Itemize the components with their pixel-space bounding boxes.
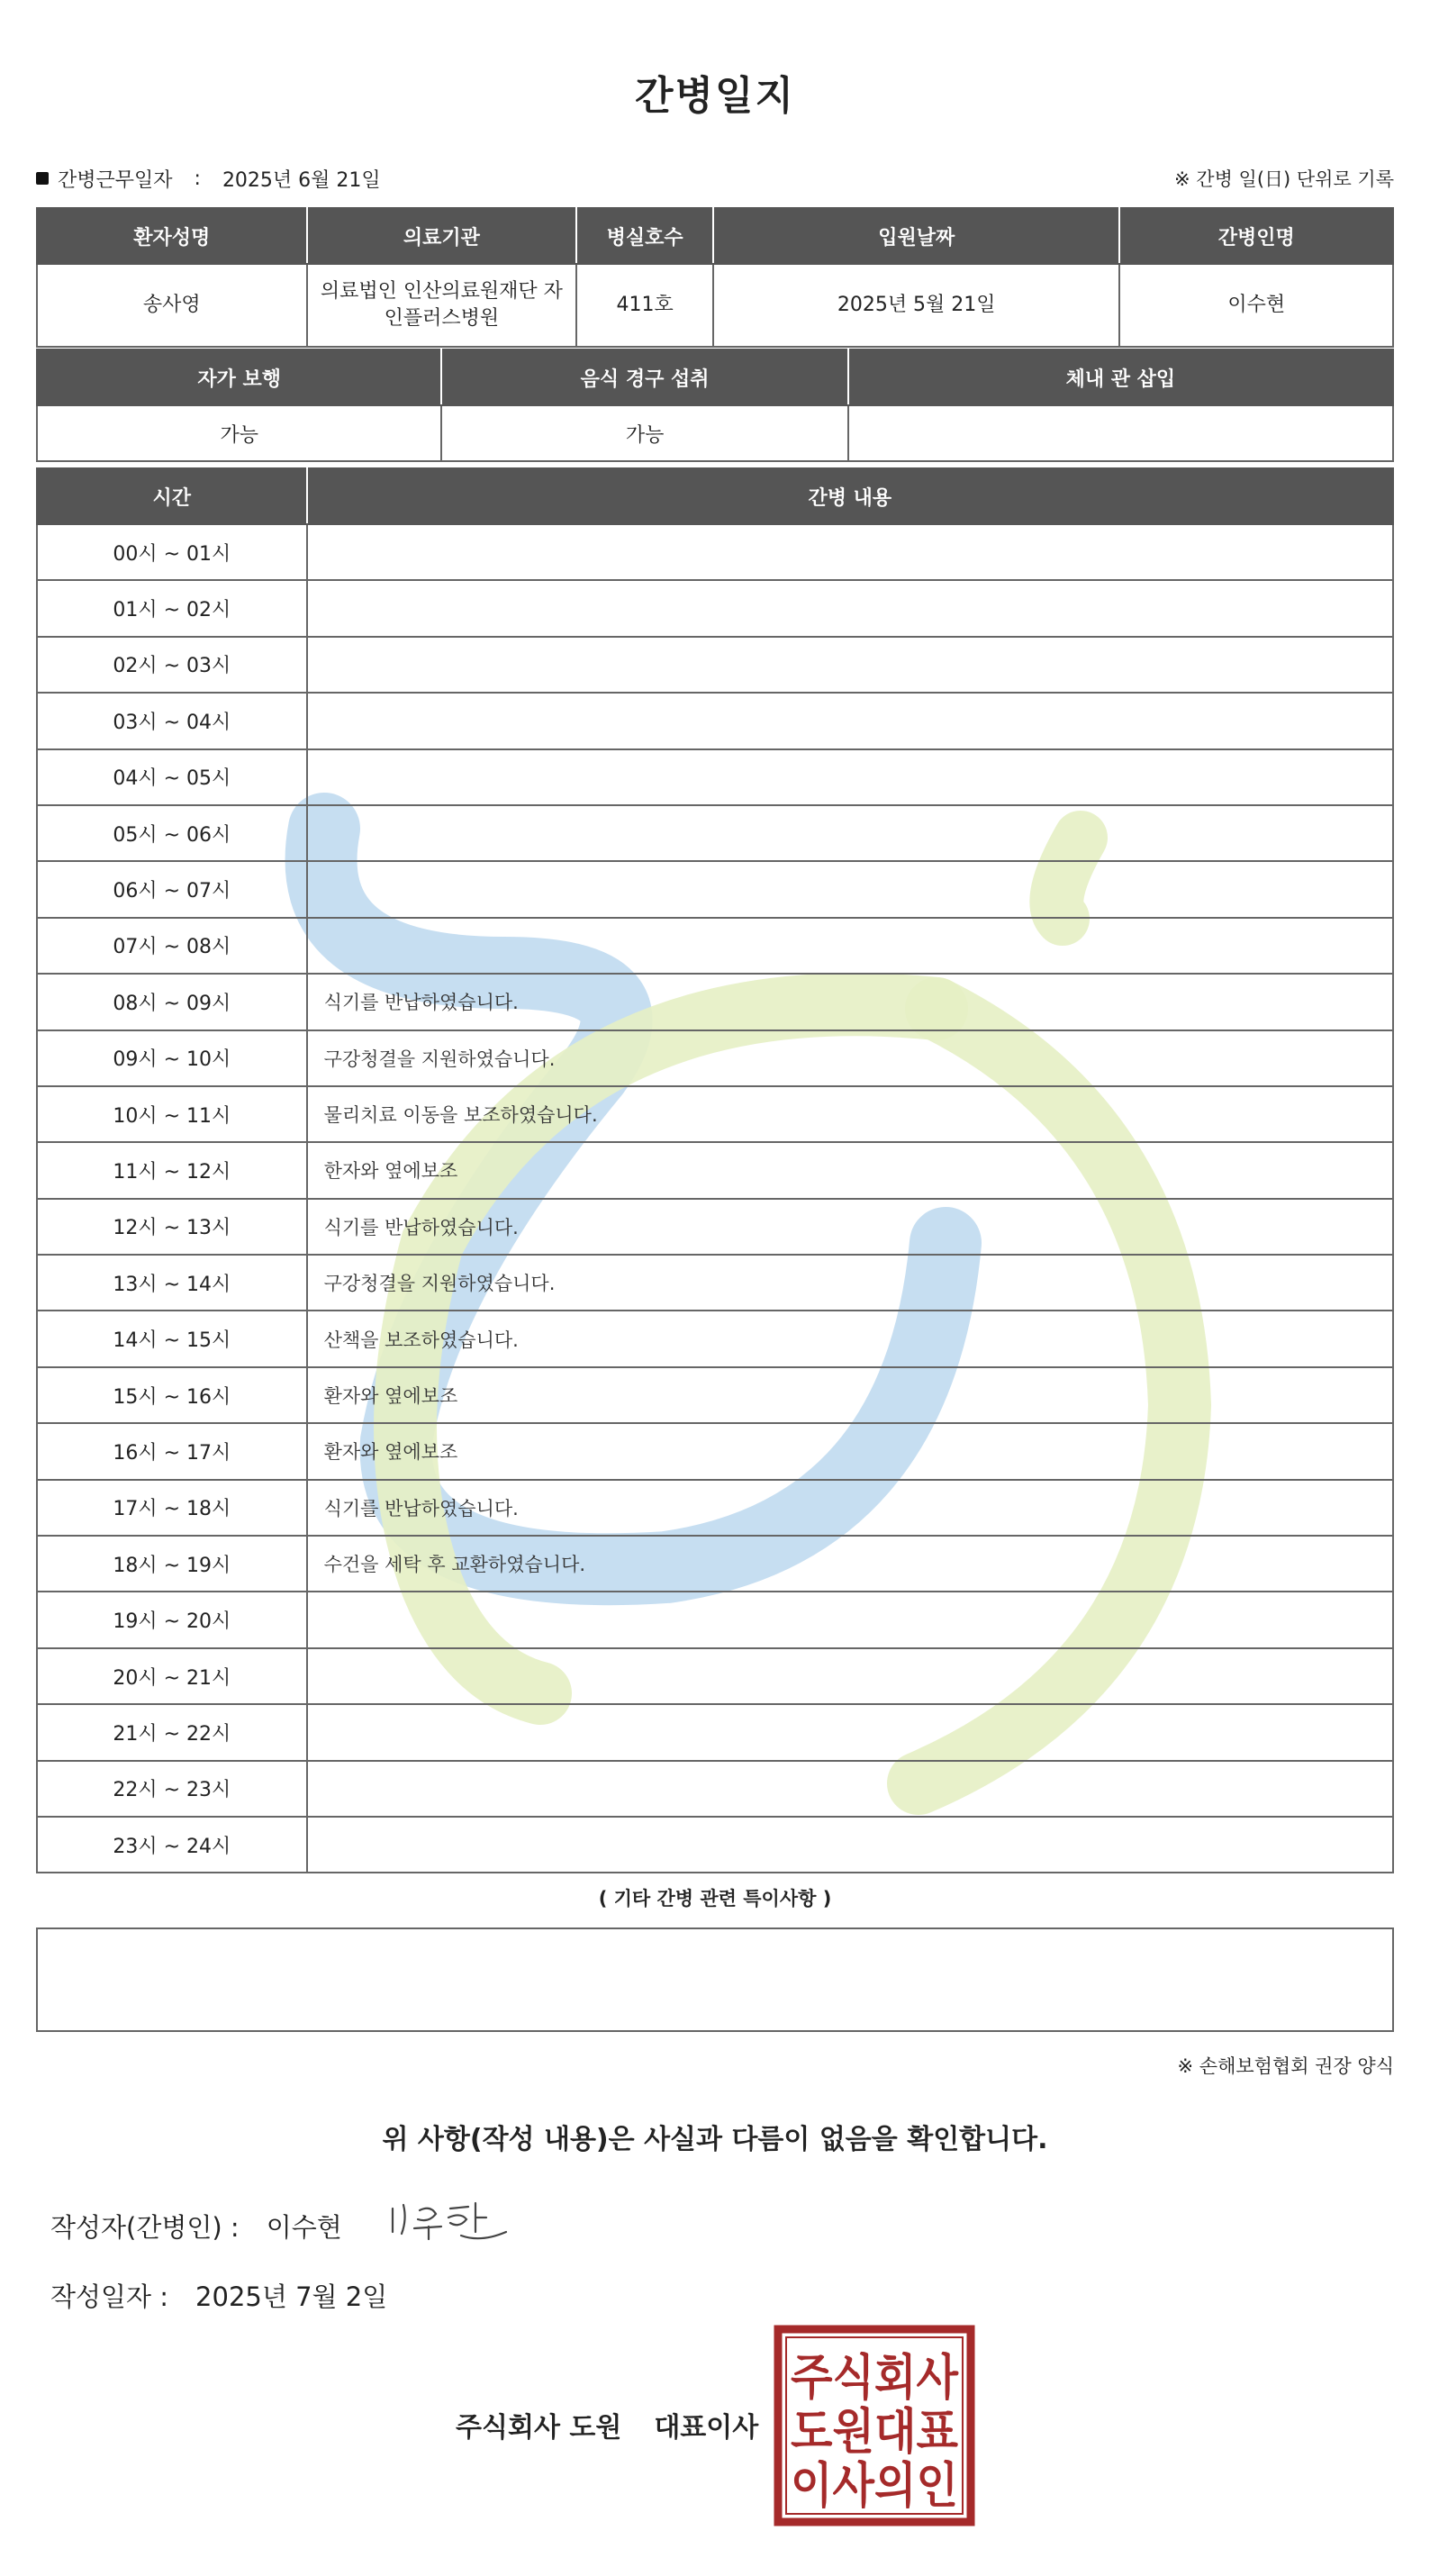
meta-row bbox=[36, 162, 1394, 195]
caregiver-name: 이수현 bbox=[1119, 264, 1393, 347]
work-date-label: 간병근무일자 bbox=[58, 168, 173, 192]
document-title: 간병일지 bbox=[634, 73, 795, 119]
care-log-row bbox=[37, 1592, 1393, 1647]
care-log-time: 02시 ~ 03시 bbox=[37, 637, 307, 693]
care-log-row bbox=[37, 637, 1393, 693]
care-log-row bbox=[37, 1480, 1393, 1536]
header-caregiver-name: 간병인명 bbox=[1119, 208, 1393, 264]
care-log-time: 04시 ~ 05시 bbox=[37, 749, 307, 805]
care-log-content bbox=[307, 1648, 1393, 1704]
care-log-content: 구강청결을 지원하였습니다. bbox=[307, 1255, 1393, 1311]
care-log-content bbox=[307, 580, 1393, 636]
care-log-content: 환자와 옆에보조 bbox=[307, 1367, 1393, 1423]
care-log-row bbox=[37, 1030, 1393, 1086]
care-log-time: 12시 ~ 13시 bbox=[37, 1199, 307, 1255]
care-log-content bbox=[307, 805, 1393, 861]
seal-text-line: 이사의인 bbox=[791, 2457, 958, 2514]
care-log-content: 구강청결을 지원하였습니다. bbox=[307, 1030, 1393, 1086]
patient-ability-table bbox=[36, 349, 1394, 462]
record-unit-note: ※ 간병 일(日) 단위로 기록 bbox=[1174, 168, 1394, 190]
ability-value-row bbox=[37, 405, 1393, 461]
care-log-time: 19시 ~ 20시 bbox=[37, 1592, 307, 1647]
ability-header-row bbox=[37, 349, 1393, 405]
admission-date: 2025년 5월 21일 bbox=[713, 264, 1119, 347]
work-date bbox=[36, 165, 381, 193]
care-log-time: 07시 ~ 08시 bbox=[37, 918, 307, 974]
care-log-row bbox=[37, 1761, 1393, 1817]
care-log-time: 21시 ~ 22시 bbox=[37, 1704, 307, 1760]
care-log-time: 14시 ~ 15시 bbox=[37, 1311, 307, 1366]
care-log-time: 10시 ~ 11시 bbox=[37, 1086, 307, 1142]
care-log-time: 03시 ~ 04시 bbox=[37, 693, 307, 748]
care-log-content: 한자와 옆에보조 bbox=[307, 1142, 1393, 1198]
care-log-content bbox=[307, 637, 1393, 693]
care-log-time: 13시 ~ 14시 bbox=[37, 1255, 307, 1311]
care-log-content bbox=[307, 918, 1393, 974]
company-signature-line bbox=[456, 2405, 758, 2444]
care-log-time: 22시 ~ 23시 bbox=[37, 1761, 307, 1817]
care-log-time: 01시 ~ 02시 bbox=[37, 580, 307, 636]
care-log-content: 산책을 보조하였습니다. bbox=[307, 1311, 1393, 1366]
care-log-content bbox=[307, 1704, 1393, 1760]
care-log-content bbox=[307, 1817, 1393, 1873]
care-log-content bbox=[307, 524, 1393, 580]
self-walking-value: 가능 bbox=[37, 405, 441, 461]
oral-intake-value: 가능 bbox=[441, 405, 847, 461]
written-date-value: 2025년 7월 2일 bbox=[195, 2281, 388, 2312]
care-log-row bbox=[37, 1086, 1393, 1142]
care-log-content: 환자와 옆에보조 bbox=[307, 1423, 1393, 1479]
care-log-table bbox=[36, 467, 1394, 1873]
header-patient-name: 환자성명 bbox=[37, 208, 307, 264]
care-log-time: 23시 ~ 24시 bbox=[37, 1817, 307, 1873]
care-log-time: 20시 ~ 21시 bbox=[37, 1648, 307, 1704]
care-log-row bbox=[37, 1311, 1393, 1366]
care-log-content bbox=[307, 861, 1393, 917]
patient-info-header-row bbox=[37, 208, 1393, 264]
header-care-content: 간병 내용 bbox=[307, 468, 1393, 524]
writer-label: 작성자(간병인) : bbox=[50, 2212, 240, 2243]
patient-info-table bbox=[36, 207, 1394, 348]
care-log-content: 물리치료 이동을 보조하였습니다. bbox=[307, 1086, 1393, 1142]
care-log-row bbox=[37, 1817, 1393, 1873]
care-log-row bbox=[37, 524, 1393, 580]
care-log-row bbox=[37, 1142, 1393, 1198]
care-log-row bbox=[37, 1704, 1393, 1760]
care-log-row bbox=[37, 1536, 1393, 1592]
care-log-row bbox=[37, 1423, 1393, 1479]
care-log-content bbox=[307, 1592, 1393, 1647]
care-log-content bbox=[307, 749, 1393, 805]
patient-name: 송사영 bbox=[37, 264, 307, 347]
care-log-time: 08시 ~ 09시 bbox=[37, 974, 307, 1029]
care-log-content: 식기를 반납하였습니다. bbox=[307, 974, 1393, 1029]
header-self-walking: 자가 보행 bbox=[37, 349, 441, 405]
care-log-row bbox=[37, 1199, 1393, 1255]
care-log-time: 06시 ~ 07시 bbox=[37, 861, 307, 917]
care-log-time: 17시 ~ 18시 bbox=[37, 1480, 307, 1536]
tube-insertion-value bbox=[848, 405, 1393, 461]
care-log-row bbox=[37, 974, 1393, 1029]
care-log-time: 15시 ~ 16시 bbox=[37, 1367, 307, 1423]
notes-box bbox=[36, 1927, 1394, 2032]
care-log-time: 00시 ~ 01시 bbox=[37, 524, 307, 580]
company-seal-stamp bbox=[773, 2324, 976, 2527]
handwritten-signature bbox=[385, 2192, 511, 2246]
care-log-row bbox=[37, 749, 1393, 805]
header-admission-date: 입원날짜 bbox=[713, 208, 1119, 264]
care-log-content bbox=[307, 693, 1393, 748]
care-log-content bbox=[307, 1761, 1393, 1817]
written-date-line bbox=[50, 2277, 387, 2314]
header-tube-insertion: 체내 관 삽입 bbox=[848, 349, 1393, 405]
header-oral-intake: 음식 경구 섭취 bbox=[441, 349, 847, 405]
header-room-number: 병실호수 bbox=[576, 208, 713, 264]
writer-name: 이수현 bbox=[266, 2212, 342, 2243]
care-log-row bbox=[37, 580, 1393, 636]
care-log-content: 수건을 세탁 후 교환하였습니다. bbox=[307, 1536, 1393, 1592]
care-log-row bbox=[37, 805, 1393, 861]
room-number: 411호 bbox=[576, 264, 713, 347]
colon-separator: : bbox=[194, 167, 201, 190]
care-log-time: 09시 ~ 10시 bbox=[37, 1030, 307, 1086]
header-time: 시간 bbox=[37, 468, 307, 524]
header-medical-institution: 의료기관 bbox=[307, 208, 577, 264]
care-log-row bbox=[37, 1648, 1393, 1704]
care-log-row bbox=[37, 693, 1393, 748]
care-log-content: 식기를 반납하였습니다. bbox=[307, 1480, 1393, 1536]
care-log-time: 18시 ~ 19시 bbox=[37, 1536, 307, 1592]
bullet-icon bbox=[36, 172, 49, 185]
confirmation-statement: 위 사항(작성 내용)은 사실과 다름이 없음을 확인합니다. bbox=[382, 2124, 1048, 2155]
care-log-content: 식기를 반납하였습니다. bbox=[307, 1199, 1393, 1255]
seal-text-line: 도원대표 bbox=[791, 2403, 958, 2460]
care-log-header-row bbox=[37, 468, 1393, 524]
notes-title: ( 기타 간병 관련 특이사항 ) bbox=[598, 1888, 832, 1909]
work-date-value: 2025년 6월 21일 bbox=[222, 168, 381, 192]
care-log-row bbox=[37, 861, 1393, 917]
care-log-row bbox=[37, 918, 1393, 974]
written-date-label: 작성일자 : bbox=[50, 2281, 169, 2312]
form-source-note: ※ 손해보험협회 권장 양식 bbox=[1177, 2055, 1394, 2077]
company-name: 주식회사 도원 bbox=[456, 2412, 622, 2444]
seal-text-line: 주식회사 bbox=[791, 2349, 959, 2406]
care-log-time: 16시 ~ 17시 bbox=[37, 1423, 307, 1479]
medical-institution: 의료법인 인산의료원재단 자인플러스병원 bbox=[307, 264, 577, 347]
care-log-row bbox=[37, 1255, 1393, 1311]
care-log-time: 05시 ~ 06시 bbox=[37, 805, 307, 861]
care-log-row bbox=[37, 1367, 1393, 1423]
writer-line bbox=[50, 2208, 342, 2245]
company-ceo-title: 대표이사 bbox=[654, 2412, 759, 2444]
care-log-time: 11시 ~ 12시 bbox=[37, 1142, 307, 1198]
patient-info-value-row bbox=[37, 264, 1393, 347]
